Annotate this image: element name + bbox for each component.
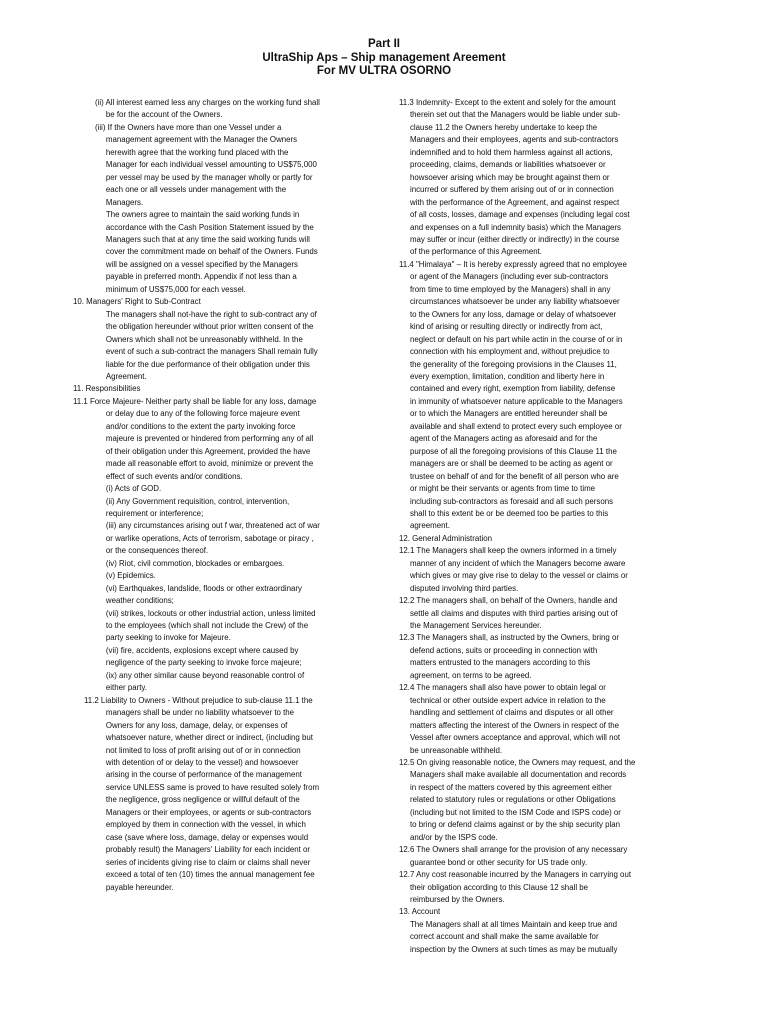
clause-block: (ii) All interest earned less any charges on the working fund shall be for the account of the Owners.: [94, 98, 320, 120]
document-header: [0, 38, 768, 79]
clause-block: 12.2 The managers shall, on behalf of the Owners, handle and settle all claims and disputes with third parties arising out of the Management Services hereunder.: [399, 596, 618, 631]
clause-block: 12.3 The Managers shall, as instructed by the Owners, bring or defend actions, suits or proceeding in connection with matters entrusted to the managers according to this agreement, on terms to be agreed.: [399, 633, 620, 680]
clause-block: 11.4 "Himalaya" – It is hereby expressly agreed that no employee or agent of the Managers (including ever sub-contractors from time to time employed by the Managers) shall in any circumstances whatsoever be under any liability whatsoever to the Owners for any loss, damage or delay of whatsoever kind of arising or resulting directly or indirectly from act, neglect or default on his part while actin in the course of or in connection with his employment and, without prejudice to the generality of the foregoing provisions in the Clauses 11, every exemption, limitation, condition and liberty here in contained and every right, exemption from liability, defense in immunity of whatsoever nature applicable to the Managers or to which the Managers are entitled hereunder shall be available and shall extend to protect every such employee or agent of the Managers acting as aforesaid and for the purpose of all the foregoing provisions of this Clause 11 the managers are or shall be deemed to be acting as agent or trustee on behalf of and for the benefit of all person who are or might be their servants or agents from time to time including sub-contractors as foresaid and all such persons shall to this extent be or be deemed too be parties to this agreement.: [399, 259, 627, 531]
left-column: [73, 97, 391, 894]
clause-block: (iii) If the Owners have more than one Vessel under a management agreement with the Manager the Owners herewith agree that the working fund placed with the Manager for each individual vessel amounting to US$75,000 per vessel may be used by the manager wholly or partly for each one or all vessels under management with the Managers. The owners agree to maintain the said working funds in accordance with the Cash Position Statement issued by the Managers such that at any time the said working funds will cover the commitment made on behalf of the Owners. Funds will be assigned on a vessel specified by the Managers payable in preferred month. Appendix if not less than a minimum of US$75,000 for each vessel.: [94, 122, 318, 294]
clause-block: 12.6 The Owners shall arrange for the provision of any necessary guarantee bond or other security for US trade only.: [399, 845, 628, 867]
document-title: UltraShip Aps – Ship management Areement: [262, 51, 506, 64]
part-heading: Part II: [368, 38, 400, 50]
clause-block: 12. General Administration 12.1 The Managers shall keep the owners informed in a timely manner of any incident of which the Managers become aware which gives or may give rise to delay to the vessel or claims or disputed involving third parties.: [399, 533, 628, 593]
clause-block: 12.4 The managers shall also have power to obtain legal or technical or other outside expert advice in relation to the handling and settlement of claims and disputes or all other matters affecting the interest of the Owners in respect of the Vessel after owners acceptance and approval, which will not be unreasonable withheld.: [399, 683, 621, 755]
vessel-subtitle: For MV ULTRA OSORNO: [316, 65, 452, 77]
clause-block: 12.5 On giving reasonable notice, the Owners may request, and the Managers shall make available all documentation and records in respect of the matters covered by this agreement either related to statutory rules or regulations or other Obligations (including but not limited to the ISM Code and ISPS code) or to bring or defend claims against or by the ship security plan and/or by the ISPS code.: [399, 758, 636, 842]
clause-block: 13. Account The Managers shall at all times Maintain and keep true and correct account and shall make the same available for inspection by the Owners at such times as may be mutually: [399, 907, 618, 954]
clause-block: 11.3 Indemnity- Except to the extent and solely for the amount therein set out that the Managers would be liable under sub- clause 11.2 the Owners hereby undertake to keep the Managers and their employees, agents and sub-contractors indemnified and to hold them harmless against all actions, proceeding, claims, demands or liabilities whatsoever or howsoever arising which may be brought against them or incurred or suffered by them arising out of or in connection with the performance of the Agreement, and against respect of all costs, losses, damage and expenses (including legal cost and expenses on a full indemnity basis) which the Managers may suffer or incur (either directly or indirectly) in the course of the performance of this Agreement.: [399, 98, 630, 257]
right-column: [399, 97, 674, 956]
clause-block: 11.2 Liability to Owners - Without prejudice to sub-clause 11.1 the managers shall be under no liability whatsoever to the Owners for any loss, damage, delay, or expenses of whatsoever nature, whether direct or indirect, (including but not limited to loss of profit arising out of or in connection with detention of or delay to the vessel) and howsoever arising in the course of performance of the management service UNLESS same is proved to have resulted solely from the negligence, gross negligence or willful default of the Managers or their employees, or agents or sub-contractors employed by them in connection with the vessel, in which case (save where loss, damage, delay or expenses would probably result) the Managers' Liability for each incident or series of incidents giving rise to claim or claims shall never exceed a total of ten (10) times the annual management fee payable hereunder.: [83, 695, 320, 892]
clause-block: 11. Responsibilities 11.1 Force Majeure- Neither party shall be liable for any loss, damage or delay due to any of the following force majeure event and/or conditions to the extent the party invoking force majeure is prevented or hindered from performing any of all of their obligation under this Agreement, provided the have made all reasonable effort to avoid, minimize or prevent the effect of such events and/or conditions. (i) Acts of GOD. (ii) Any Government requisition, control, intervention, requirement or interference; (iii) any circumstances arising out f war, threatened act of war or warlike operations, Acts of terrorism, sabotage or piracy , or the consequences thereof. (iv) Riot, civil commotion, blockades or embargoes. (v) Epidemics. (vi) Earthquakes, landslide, floods or other extraordinary weather conditions; (vii) strikes, lockouts or other industrial action, unless limited to the employees (which shall not include the Crew) of the party seeking to invoke for Majeure. (vii) fire, accidents, explosions except where caused by negligence of the party seeking to invoke force majeure; (ix) any other similar cause beyond reasonable control of either party.: [73, 384, 320, 693]
clause-block: 10. Managers' Right to Sub-Contract The managers shall not-have the right to sub-contract any of the obligation hereunder without prior written consent of the Owners which shall not be unreasonably withheld. In the event of such a sub-contract the managers Shall remain fully liable for the due performance of their obligation under this Agreement.: [73, 297, 318, 381]
clause-block: 12.7 Any cost reasonable incurred by the Managers in carrying out their obligation according to this Clause 12 shall be reimbursed by the Owners.: [399, 870, 632, 904]
